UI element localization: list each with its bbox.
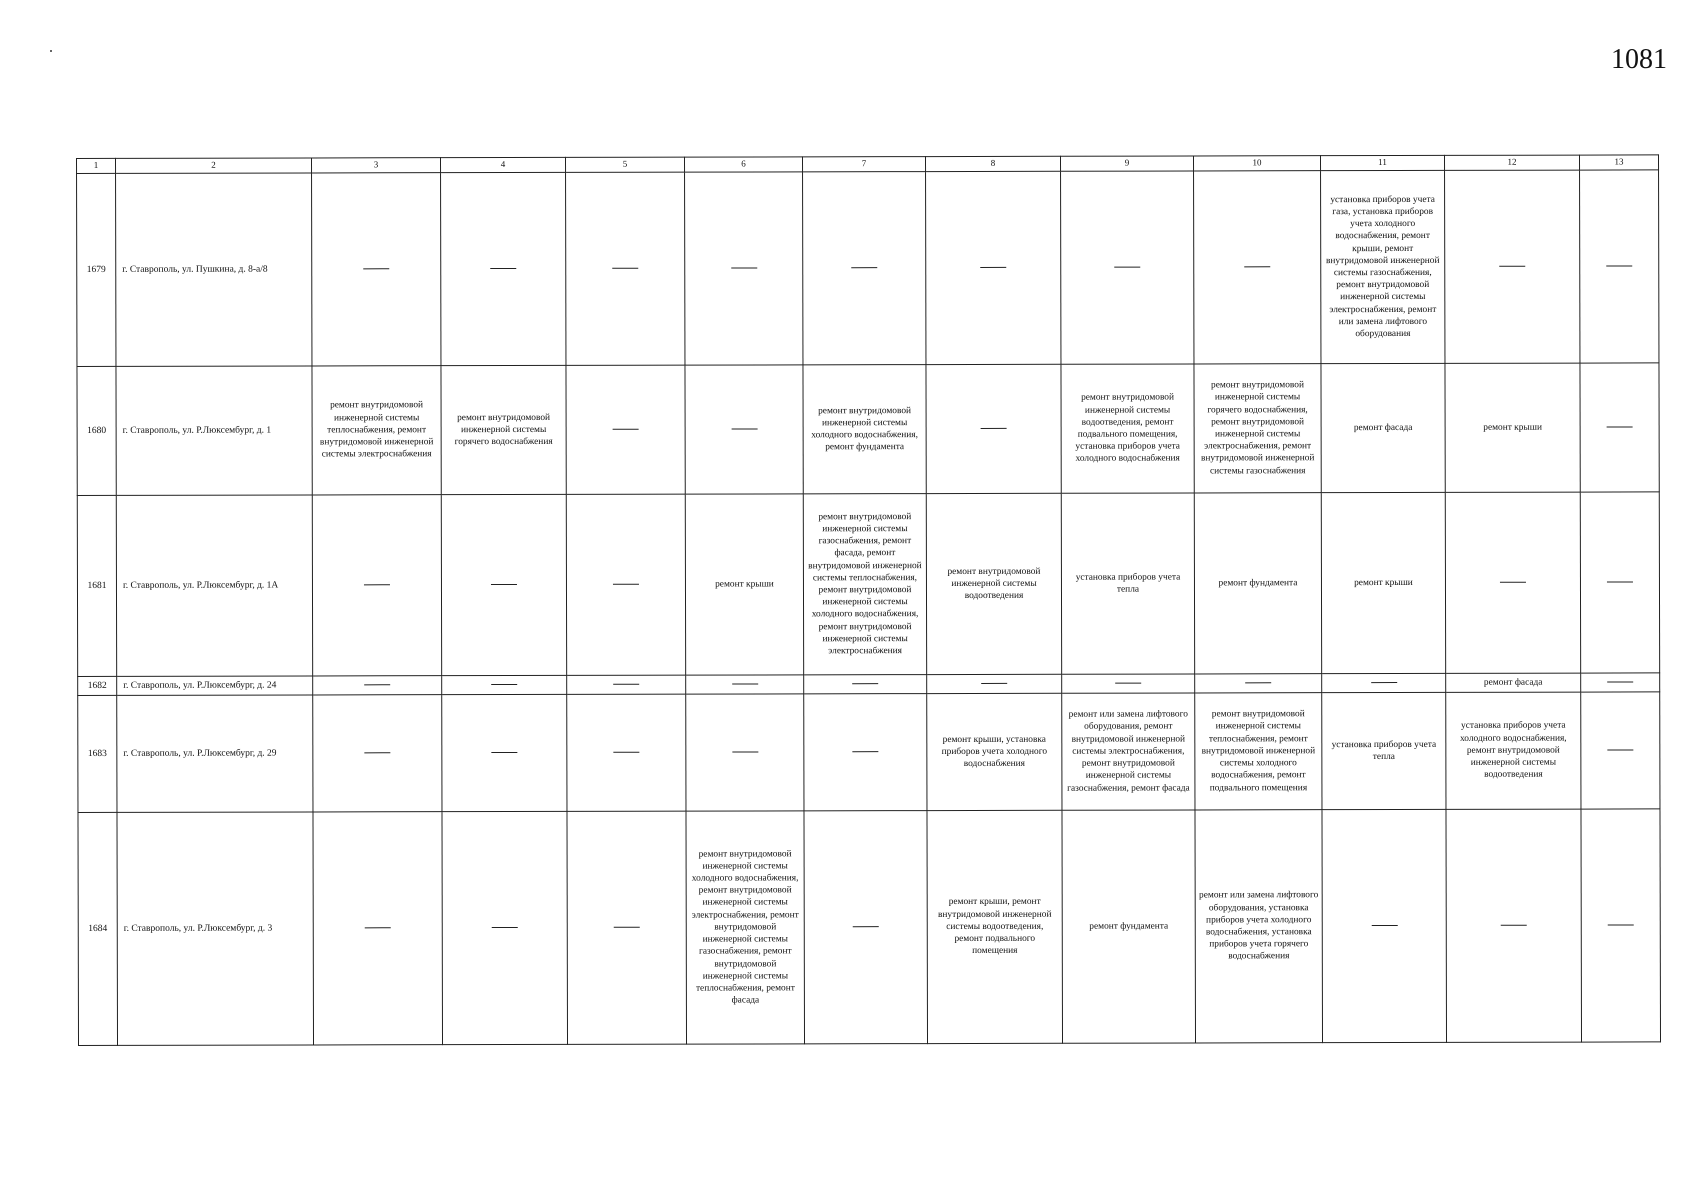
dash-mark bbox=[1245, 683, 1271, 684]
works-table bbox=[76, 154, 1661, 1046]
empty-cell bbox=[1580, 170, 1659, 363]
empty-cell bbox=[927, 674, 1062, 693]
work-cell: ремонт внутридомовой инженерной системы горячего водоснабжения, ремонт внутридомовой инженерной системы электроснабжения, ремонт внутридомовой инженерной системы газоснабжения bbox=[1194, 364, 1321, 493]
dash-mark bbox=[612, 268, 638, 269]
col-header: 7 bbox=[802, 157, 925, 172]
row-number: 1684 bbox=[78, 812, 118, 1045]
empty-cell bbox=[1580, 492, 1659, 673]
empty-cell bbox=[686, 675, 804, 694]
row-number: 1680 bbox=[77, 366, 116, 495]
col-header: 10 bbox=[1193, 156, 1320, 171]
empty-cell bbox=[1581, 692, 1660, 809]
dash-mark bbox=[1115, 683, 1141, 684]
col-header: 2 bbox=[116, 158, 312, 173]
work-cell: ремонт крыши, ремонт внутридомовой инженерной системы водоотведения, ремонт подвального помещения bbox=[927, 810, 1063, 1043]
dash-mark bbox=[491, 752, 517, 753]
empty-cell bbox=[441, 494, 566, 675]
dash-mark bbox=[732, 684, 758, 685]
empty-cell bbox=[567, 694, 686, 811]
dash-mark bbox=[363, 269, 389, 270]
work-cell: ремонт фундамента bbox=[1062, 810, 1196, 1043]
dash-mark bbox=[1501, 925, 1527, 926]
page-number: 1081 bbox=[1611, 44, 1667, 75]
col-header: 9 bbox=[1060, 156, 1193, 171]
empty-cell bbox=[1195, 674, 1322, 693]
col-header: 8 bbox=[925, 156, 1060, 171]
empty-cell bbox=[566, 494, 685, 675]
work-cell: установка приборов учета газа, установка приборов учета холодного водоснабжения, ремонт крыши, ремонт внутридомовой инженерной системы газоснабжения, ремонт внутридомовой инженерной системы электроснабжения, ремонт или замена лифтового оборудования bbox=[1321, 170, 1445, 363]
col-header: 12 bbox=[1444, 155, 1579, 170]
empty-cell bbox=[1061, 171, 1194, 364]
empty-cell bbox=[1580, 363, 1659, 492]
dash-mark bbox=[491, 584, 517, 585]
dash-mark bbox=[1371, 925, 1397, 926]
address-cell: г. Ставрополь, ул. Р.Люксембург, д. 1 bbox=[116, 366, 312, 495]
work-cell: ремонт крыши bbox=[1321, 492, 1445, 673]
address-cell: г. Ставрополь, ул. Р.Люксембург, д. 24 bbox=[117, 676, 313, 695]
dash-mark bbox=[852, 683, 878, 684]
empty-cell bbox=[312, 495, 441, 676]
table-row bbox=[77, 363, 1659, 496]
work-cell: установка приборов учета холодного водоснабжения, ремонт внутридомовой инженерной системы водоотведения bbox=[1446, 692, 1581, 809]
dash-mark bbox=[1607, 682, 1633, 683]
empty-cell bbox=[926, 364, 1061, 493]
dash-mark bbox=[1114, 267, 1140, 268]
table-row bbox=[78, 809, 1661, 1046]
empty-cell bbox=[1446, 809, 1582, 1042]
empty-cell bbox=[1581, 673, 1660, 692]
empty-cell bbox=[441, 172, 566, 365]
col-header: 6 bbox=[684, 157, 802, 172]
dash-mark bbox=[1500, 582, 1526, 583]
dash-mark bbox=[365, 928, 391, 929]
col-header: 3 bbox=[312, 158, 441, 173]
col-header: 4 bbox=[441, 157, 566, 172]
empty-cell bbox=[804, 675, 927, 694]
empty-cell bbox=[312, 173, 441, 366]
dash-mark bbox=[981, 428, 1007, 429]
dash-mark bbox=[732, 752, 758, 753]
col-header: 5 bbox=[565, 157, 684, 172]
empty-cell bbox=[1322, 673, 1446, 692]
work-cell: ремонт крыши, установка приборов учета холодного водоснабжения bbox=[927, 693, 1062, 810]
address-cell: г. Ставрополь, ул. Р.Люксембург, д. 3 bbox=[117, 812, 314, 1045]
scan-speck bbox=[50, 50, 52, 52]
work-cell: ремонт фасада bbox=[1446, 673, 1581, 692]
empty-cell bbox=[1322, 809, 1447, 1042]
empty-cell bbox=[442, 675, 567, 694]
empty-cell bbox=[567, 675, 686, 694]
empty-cell bbox=[686, 694, 804, 811]
dash-mark bbox=[364, 585, 390, 586]
empty-cell bbox=[804, 694, 927, 811]
dash-mark bbox=[851, 267, 877, 268]
empty-cell bbox=[566, 172, 685, 365]
dash-mark bbox=[613, 684, 639, 685]
col-header: 11 bbox=[1320, 155, 1444, 170]
dash-mark bbox=[491, 684, 517, 685]
work-cell: ремонт крыши bbox=[1445, 363, 1580, 492]
work-cell: ремонт внутридомовой инженерной системы газоснабжения, ремонт фасада, ремонт внутридомовой инженерной системы теплоснабжения, ремонт внутридомовой инженерной системы холодного водоснабжения, ремонт внутридомовой инженерной системы электроснабжения bbox=[803, 494, 926, 675]
empty-cell bbox=[442, 694, 567, 811]
dash-mark bbox=[364, 753, 390, 754]
work-cell: ремонт внутридомовой инженерной системы холодного водоснабжения, ремонт внутридомовой инженерной системы электроснабжения, ремонт внутридомовой инженерной системы газоснабжения, ремонт внутридомовой инженерной системы теплоснабжения, ремонт фасада bbox=[686, 811, 805, 1044]
empty-cell bbox=[313, 676, 442, 695]
dash-mark bbox=[1244, 267, 1270, 268]
dash-mark bbox=[1607, 427, 1633, 428]
row-number: 1683 bbox=[78, 695, 117, 812]
table-row bbox=[77, 170, 1659, 367]
col-header: 13 bbox=[1579, 155, 1658, 170]
work-cell: ремонт внутридомовой инженерной системы водоотведения, ремонт подвального помещения, установка приборов учета холодного водоснабжения bbox=[1061, 364, 1194, 493]
dash-mark bbox=[1607, 582, 1633, 583]
dash-mark bbox=[852, 751, 878, 752]
dash-mark bbox=[1608, 925, 1634, 926]
empty-cell bbox=[685, 365, 803, 494]
empty-cell bbox=[926, 171, 1061, 364]
work-cell: ремонт внутридомовой инженерной системы теплоснабжения, ремонт внутридомовой инженерной системы электроснабжения bbox=[312, 366, 441, 495]
empty-cell bbox=[313, 695, 442, 812]
work-cell: ремонт внутридомовой инженерной системы теплоснабжения, ремонт внутридомовой инженерной системы холодного водоснабжения, ремонт подвального помещения bbox=[1195, 693, 1322, 810]
dash-mark bbox=[613, 752, 639, 753]
dash-mark bbox=[492, 927, 518, 928]
work-cell: ремонт или замена лифтового оборудования, ремонт внутридомовой инженерной системы электроснабжения, ремонт внутридомовой инженерной системы газоснабжения, ремонт фасада bbox=[1062, 693, 1195, 810]
work-cell: ремонт фундамента bbox=[1194, 493, 1321, 674]
work-cell: ремонт внутридомовой инженерной системы водоотведения bbox=[926, 493, 1061, 674]
dash-mark bbox=[1607, 750, 1633, 751]
address-cell: г. Ставрополь, ул. Р.Люксембург, д. 29 bbox=[117, 695, 313, 812]
empty-cell bbox=[1194, 171, 1321, 364]
row-number: 1681 bbox=[77, 495, 116, 676]
work-cell: ремонт крыши bbox=[685, 494, 803, 675]
dash-mark bbox=[1371, 682, 1397, 683]
empty-cell bbox=[685, 172, 803, 365]
work-cell: ремонт внутридомовой инженерной системы горячего водоснабжения bbox=[441, 365, 566, 494]
dash-mark bbox=[980, 267, 1006, 268]
col-header: 1 bbox=[77, 158, 116, 173]
empty-cell bbox=[1581, 809, 1661, 1042]
dash-mark bbox=[731, 268, 757, 269]
work-cell: установка приборов учета тепла bbox=[1322, 692, 1446, 809]
empty-cell bbox=[1445, 492, 1580, 673]
empty-cell bbox=[1062, 674, 1195, 693]
dash-mark bbox=[853, 926, 879, 927]
dash-mark bbox=[981, 683, 1007, 684]
work-cell: ремонт фасада bbox=[1321, 363, 1445, 492]
work-cell: ремонт внутридомовой инженерной системы холодного водоснабжения, ремонт фундамента bbox=[803, 365, 926, 494]
dash-mark bbox=[731, 429, 757, 430]
dash-mark bbox=[614, 927, 640, 928]
dash-mark bbox=[490, 268, 516, 269]
table-row bbox=[78, 692, 1660, 813]
dash-mark bbox=[613, 584, 639, 585]
table-row bbox=[77, 492, 1659, 677]
empty-cell bbox=[804, 811, 928, 1044]
work-cell: установка приборов учета тепла bbox=[1061, 493, 1194, 674]
empty-cell bbox=[567, 811, 687, 1044]
dash-mark bbox=[613, 429, 639, 430]
address-cell: г. Ставрополь, ул. Пушкина, д. 8-а/8 bbox=[116, 173, 312, 366]
dash-mark bbox=[1499, 266, 1525, 267]
empty-cell bbox=[1445, 170, 1580, 363]
row-number: 1682 bbox=[78, 676, 117, 695]
empty-cell bbox=[566, 365, 685, 494]
table-body bbox=[77, 170, 1661, 1046]
address-cell: г. Ставрополь, ул. Р.Люксембург, д. 1А bbox=[116, 495, 312, 676]
empty-cell bbox=[442, 811, 568, 1044]
work-cell: ремонт или замена лифтового оборудования, установка приборов учета холодного водоснабжения, установка приборов учета горячего водоснабжения bbox=[1195, 810, 1323, 1043]
empty-cell bbox=[803, 172, 926, 365]
row-number: 1679 bbox=[77, 173, 116, 366]
dash-mark bbox=[364, 685, 390, 686]
empty-cell bbox=[313, 812, 443, 1045]
dash-mark bbox=[1606, 266, 1632, 267]
